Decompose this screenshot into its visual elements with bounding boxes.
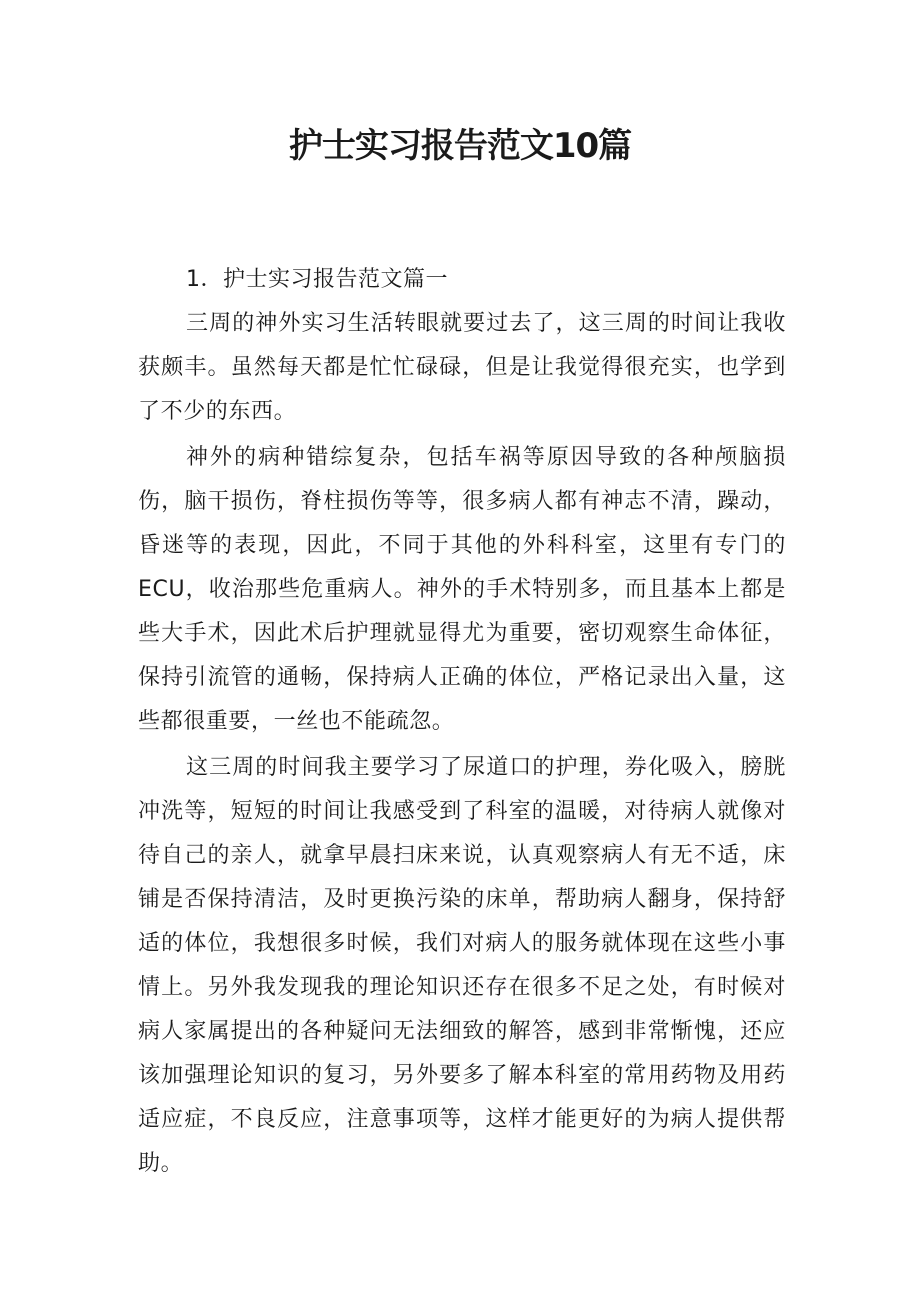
paragraph-1: 三周的神外实习生活转眼就要过去了，这三周的时间让我收获颇丰。虽然每天都是忙忙碌碌，但是让我觉得很充实，也学到了不少的东西。 bbox=[138, 311, 786, 424]
paragraph-2: 神外的病种错综复杂，包括车祸等原因导致的各种颅脑损伤，脑干损伤，脊柱损伤等等，很多病人都有神志不清，躁动，昏迷等的表现，因此，不同于其他的外科科室，这里有专门的ECU，收治那些危重病人。神外的手术特别多，而且基本上都是些大手术，因此术后护理就显得尤为重要，密切观察生命体征，保持引流管的通畅，保持病人正确的体位，严格记录出入量，这些都很重要，一丝也不能疏忽。 bbox=[138, 445, 786, 734]
section-heading: 1．护士实习报告范文篇一 bbox=[186, 267, 448, 292]
document-body bbox=[138, 260, 786, 1188]
paragraph-3: 这三周的时间我主要学习了尿道口的护理，券化吸入，膀胱冲洗等，短短的时间让我感受到了科室的温暖，对待病人就像对待自己的亲人，就拿早晨扫床来说，认真观察病人有无不适，床铺是否保持清洁，及时更换污染的床单，帮助病人翻身，保持舒适的体位，我想很多时候，我们对病人的服务就体现在这些小事情上。另外我发现我的理论知识还存在很多不足之处，有时候对病人家属提出的各种疑问无法细致的解答，感到非常惭愧，还应该加强理论知识的复习，另外要多了解本科室的常用药物及用药适应症，不良反应，注意事项等，这样才能更好的为病人提供帮助。 bbox=[138, 755, 786, 1176]
document-title: 护士实习报告范文10篇 bbox=[288, 126, 632, 166]
